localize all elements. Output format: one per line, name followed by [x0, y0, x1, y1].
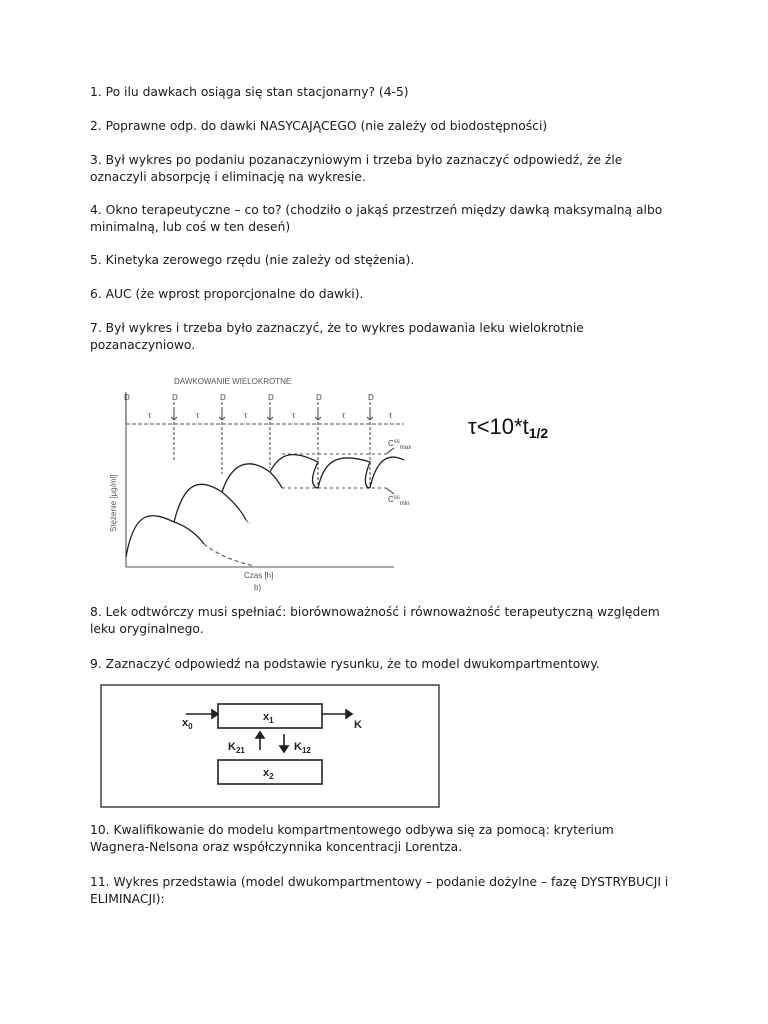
question-11: 11. Wykres przedstawia (model dwukompartmentowy – podanie dożylne – fazę DYSTRYBUCJI i ELIMINACJI):: [90, 875, 669, 906]
two-compartment-diagram: [100, 684, 440, 808]
x-axis-label: Czas [h]: [244, 571, 274, 580]
tau-label: τ: [389, 411, 393, 420]
x0-label: $x_0$: [182, 717, 193, 731]
dose-label: D: [172, 393, 178, 402]
dose-label: D: [268, 393, 274, 402]
y-axis-label: Stężenie [µg/ml]: [109, 474, 118, 532]
question-5: 5. Kinetyka zerowego rzędu (nie zależy od stężenia).: [90, 253, 415, 267]
question-2: 2. Poprawne odp. do dawki NASYCAJĄCEGO (nie zależy od biodostępności): [90, 119, 548, 133]
figure-title: DAWKOWANIE WIELOKROTNE: [174, 377, 292, 386]
tau-label: τ: [196, 411, 200, 420]
figure-sublabel: b): [254, 583, 262, 592]
question-8: 8. Lek odtwórczy musi spełniać: biorównoważność i równoważność terapeutyczną względem leku oryginalnego.: [90, 605, 660, 636]
tau-formula: $\tau<10*t_{1/2}$: [468, 414, 549, 441]
dose-label: D: [368, 393, 374, 402]
cmax-label: $C^{ss}_{max}$: [388, 439, 412, 451]
k12-label: $K_{12}$: [294, 741, 311, 755]
dose-label: D: [124, 393, 130, 402]
first-dose-curve: [126, 516, 204, 557]
tau-label: τ: [148, 411, 152, 420]
tau-label: τ: [342, 411, 346, 420]
tau-label: τ: [292, 411, 296, 420]
multiple-dosing-figure: [104, 362, 416, 602]
question-3: 3. Był wykres po podaniu pozanaczyniowym i trzeba było zaznaczyć odpowiedź, że źle oznaczyli absorpcję i eliminację na wykresie.: [90, 153, 623, 184]
x1-label: $x_1$: [263, 711, 274, 725]
tau-label: τ: [244, 411, 248, 420]
question-7: 7. Był wykres i trzeba było zaznaczyć, że to wykres podawania leku wielokrotnie pozanaczyniowo.: [90, 321, 584, 352]
dose-label: D: [220, 393, 226, 402]
question-9: 9. Zaznaczyć odpowiedź na podstawie rysunku, że to model dwukompartmentowy.: [90, 657, 600, 671]
question-1: 1. Po ilu dawkach osiąga się stan stacjonarny? (4-5): [90, 85, 409, 99]
question-6: 6. AUC (że wprost proporcjonalne do dawki).: [90, 287, 364, 301]
cmin-label: $C^{ss}_{min}$: [388, 495, 410, 507]
question-10: 10. Kwalifikowanie do modelu kompartmentowego odbywa się za pomocą: kryterium Wagnera-Nelsona oraz współczynnika koncentracji Lorentza.: [90, 823, 614, 854]
k-label: K: [354, 719, 362, 731]
dose-label: D: [316, 393, 322, 402]
question-4: 4. Okno terapeutyczne – co to? (chodziło o jakąś przestrzeń między dawką maksymalną albo minimalną, lub coś w ten deseń): [90, 203, 663, 234]
k21-label: $K_{21}$: [228, 741, 245, 755]
x2-label: $x_2$: [263, 767, 274, 781]
